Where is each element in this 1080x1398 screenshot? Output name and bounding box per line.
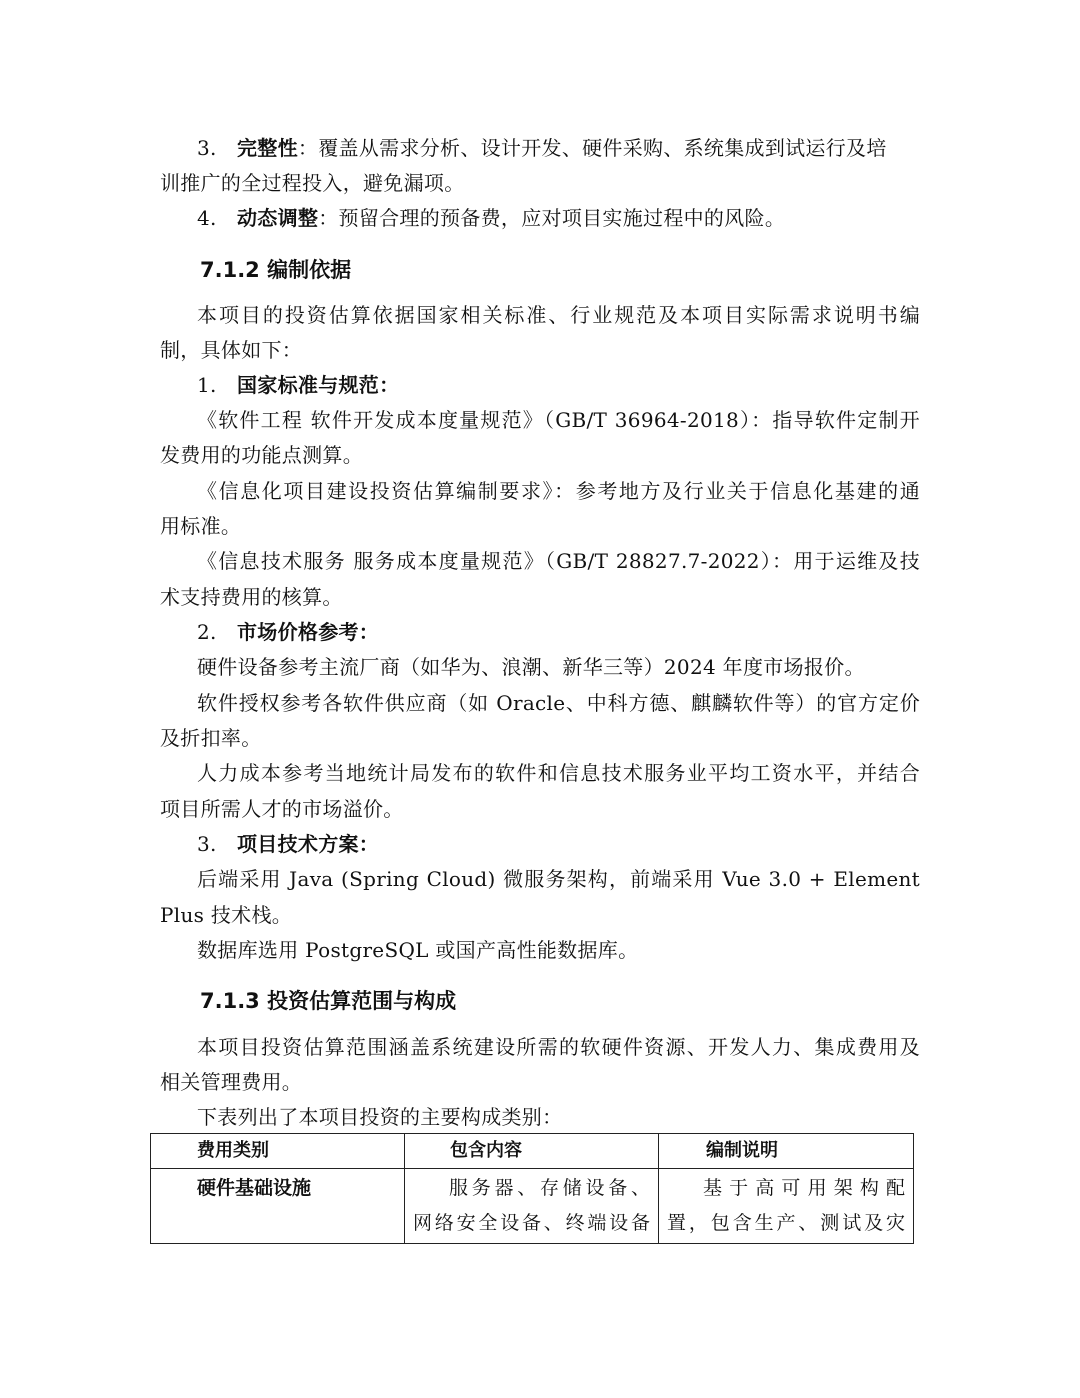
investment-composition-table <box>150 1133 914 1244</box>
paragraph-standard-3-cont: 术支持费用的核算。 <box>160 585 343 609</box>
paragraph-tech-stack-cont: Plus 技术栈。 <box>160 903 293 927</box>
table-cell-note: 基于高可用架构配 置，包含生产、测试及灾 <box>659 1169 914 1244</box>
paragraph-standard-3: 《信息技术服务 服务成本度量规范》（GB/T 28827.7-2022）：用于运维及技 <box>197 549 920 573</box>
paragraph-basis-intro-cont: 制，具体如下： <box>160 338 303 362</box>
list-item-tech-plan: 3. 项目技术方案： <box>197 832 380 856</box>
paragraph-software-license-cont: 及折扣率。 <box>160 726 262 750</box>
table-header-category: 费用类别 <box>151 1134 405 1169</box>
paragraph-standard-2: 《信息化项目建设投资估算编制要求》：参考地方及行业关于信息化基建的通 <box>197 479 920 503</box>
paragraph-labor-cost-cont: 项目所需人才的市场溢价。 <box>160 797 404 821</box>
section-heading-7-1-2: 7.1.2 编制依据 <box>200 258 352 282</box>
table-cell-category: 硬件基础设施 <box>151 1169 405 1244</box>
paragraph-standard-1-cont: 发费用的功能点测算。 <box>160 443 363 467</box>
paragraph-labor-cost: 人力成本参考当地统计局发布的软件和信息技术服务业平均工资水平，并结合 <box>197 761 920 785</box>
table-header-note: 编制说明 <box>659 1134 914 1169</box>
table-header-content: 包含内容 <box>405 1134 659 1169</box>
paragraph-scope-intro-cont: 相关管理费用。 <box>160 1070 303 1094</box>
item-label: 动态调整 <box>237 206 319 230</box>
list-item-completeness-cont: 训推广的全过程投入，避免漏项。 <box>160 171 465 195</box>
paragraph-basis-intro: 本项目的投资估算依据国家相关标准、行业规范及本项目实际需求说明书编 <box>197 303 920 327</box>
table-row <box>151 1169 914 1244</box>
section-heading-7-1-3: 7.1.3 投资估算范围与构成 <box>200 989 457 1013</box>
list-item-national-standards: 1. 国家标准与规范： <box>197 373 400 397</box>
paragraph-hardware-price: 硬件设备参考主流厂商（如华为、浪潮、新华三等）2024 年度市场报价。 <box>197 655 865 679</box>
paragraph-database: 数据库选用 PostgreSQL 或国产高性能数据库。 <box>197 938 639 962</box>
paragraph-software-license: 软件授权参考各软件供应商（如 Oracle、中科方德、麒麟软件等）的官方定价 <box>197 691 920 715</box>
paragraph-tech-stack: 后端采用 Java (Spring Cloud) 微服务架构，前端采用 Vue 3.0 + Element <box>197 867 920 891</box>
table-caption: 下表列出了本项目投资的主要构成类别： <box>197 1105 563 1129</box>
paragraph-standard-2-cont: 用标准。 <box>160 514 242 538</box>
list-item-dynamic-adjust: 4. 动态调整：预留合理的预备费，应对项目实施过程中的风险。 <box>197 206 786 230</box>
table-header-row <box>151 1134 914 1169</box>
list-item-market-price: 2. 市场价格参考： <box>197 620 380 644</box>
item-label: 完整性 <box>237 136 298 160</box>
table-cell-content: 服务器、存储设备、 网络安全设备、终端设备 <box>405 1169 659 1244</box>
paragraph-scope-intro: 本项目投资估算范围涵盖系统建设所需的软硬件资源、开发人力、集成费用及 <box>197 1035 920 1059</box>
paragraph-standard-1: 《软件工程 软件开发成本度量规范》（GB/T 36964-2018）：指导软件定制开 <box>197 408 920 432</box>
list-item-completeness: 3. 完整性：覆盖从需求分析、设计开发、硬件采购、系统集成到试运行及培 <box>197 136 887 160</box>
